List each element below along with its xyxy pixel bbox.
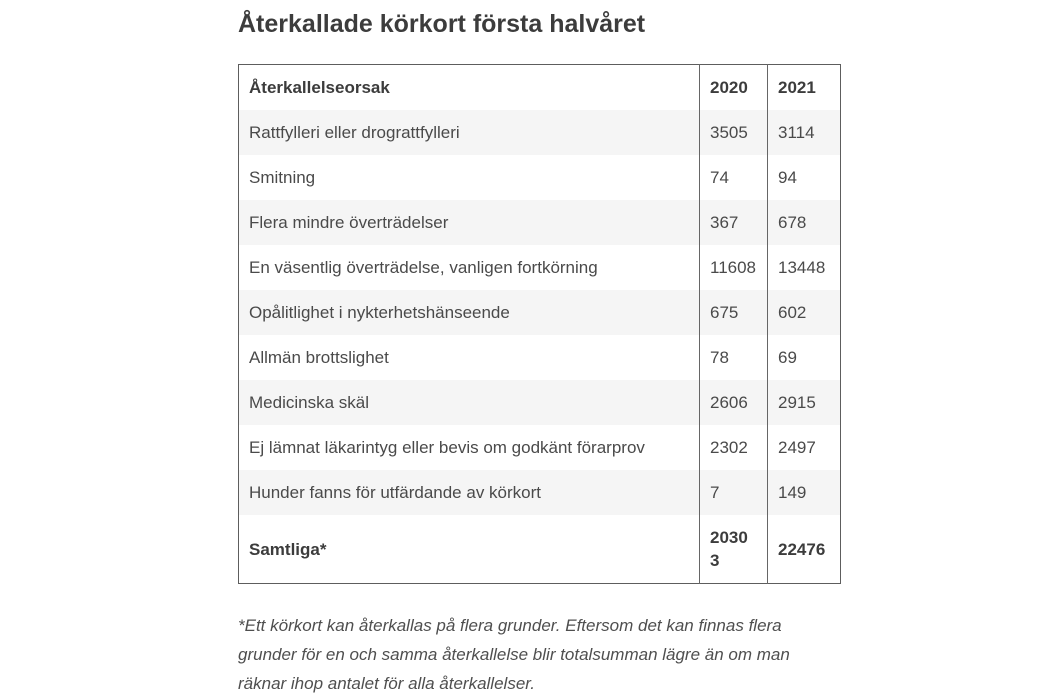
value-2021-cell: 678 bbox=[768, 200, 841, 245]
table-row bbox=[239, 155, 841, 200]
value-2020-cell: 78 bbox=[700, 335, 768, 380]
table-row bbox=[239, 245, 841, 290]
value-2021-cell: 69 bbox=[768, 335, 841, 380]
value-2020-cell: 3505 bbox=[700, 110, 768, 155]
table-row bbox=[239, 425, 841, 470]
value-2021-cell: 2497 bbox=[768, 425, 841, 470]
table-row bbox=[239, 470, 841, 515]
reason-cell: Opålitlighet i nykterhetshänseende bbox=[249, 303, 510, 322]
total-label-cell: Samtliga* bbox=[249, 539, 327, 559]
header-reason: Återkallelseorsak bbox=[249, 78, 390, 97]
reason-cell: Ej lämnat läkarintyg eller bevis om godkänt förarprov bbox=[249, 438, 645, 457]
reason-cell: Smitning bbox=[249, 168, 316, 187]
table-row bbox=[239, 335, 841, 380]
value-2021-cell: 3114 bbox=[768, 110, 841, 155]
table-row bbox=[239, 290, 841, 335]
header-2021: 2021 bbox=[768, 65, 841, 111]
value-2020-cell: 675 bbox=[700, 290, 768, 335]
reason-cell: En väsentlig överträdelse, vanligen fortkörning bbox=[249, 258, 598, 277]
reason-cell: Rattfylleri eller drograttfylleri bbox=[249, 123, 460, 142]
value-2021-cell: 94 bbox=[768, 155, 841, 200]
table-row bbox=[239, 110, 841, 155]
header-2020: 2020 bbox=[700, 65, 768, 111]
table-total-row bbox=[239, 515, 841, 584]
reason-cell: Hunder fanns för utfärdande av körkort bbox=[249, 483, 541, 502]
total-2021-cell: 22476 bbox=[768, 515, 841, 584]
value-2020-cell: 7 bbox=[700, 470, 768, 515]
value-2020-cell: 2606 bbox=[700, 380, 768, 425]
value-2020-cell: 2302 bbox=[700, 425, 768, 470]
footnote: *Ett körkort kan återkallas på flera grunder. Eftersom det kan finnas flera grunder för en och samma återkallelse blir totalsumman lägre än om man räknar ihop antalet för alla återkallelser. bbox=[238, 616, 790, 693]
value-2021-cell: 602 bbox=[768, 290, 841, 335]
reason-cell: Medicinska skäl bbox=[249, 393, 369, 412]
reason-cell: Allmän brottslighet bbox=[249, 348, 389, 367]
value-2021-cell: 149 bbox=[768, 470, 841, 515]
page-title: Återkallade körkort första halvåret bbox=[238, 10, 646, 38]
table-row bbox=[239, 380, 841, 425]
value-2020-cell: 11608 bbox=[700, 245, 768, 290]
total-2020-cell: 20303 bbox=[700, 515, 768, 584]
data-table bbox=[238, 64, 841, 584]
reason-cell: Flera mindre överträdelser bbox=[249, 213, 449, 232]
table-row bbox=[239, 200, 841, 245]
value-2020-cell: 74 bbox=[700, 155, 768, 200]
value-2021-cell: 13448 bbox=[768, 245, 841, 290]
value-2020-cell: 367 bbox=[700, 200, 768, 245]
value-2021-cell: 2915 bbox=[768, 380, 841, 425]
table-header-row bbox=[239, 65, 841, 111]
